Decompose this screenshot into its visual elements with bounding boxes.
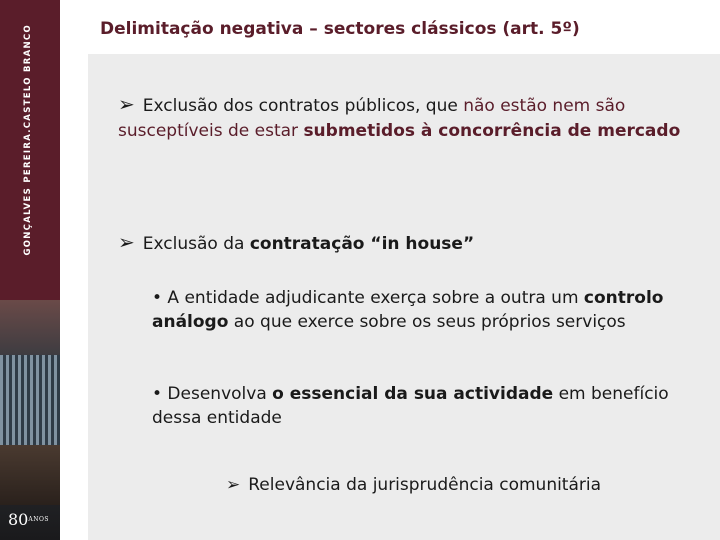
anniversary-word: ANOS [28, 516, 49, 523]
point-3-text: Relevância da jurisprudência comunitária [248, 475, 602, 495]
point-2-bold: contratação “in house” [249, 234, 475, 254]
slide-header [60, 0, 720, 54]
subpoint-1-lead: • A entidade adjudicante exerça sobre a outra um [152, 288, 584, 308]
brand-sidebar [0, 0, 60, 540]
point-public-contracts [118, 92, 698, 144]
arrow-bullet-icon: ➢ [226, 475, 241, 495]
subpoint-2-bold: o essencial da sua actividade [272, 384, 554, 404]
subpoint-1-tail: ao que exerce sobre os seus próprios serviços [228, 312, 626, 332]
point-1-accent: não estão nem são susceptíveis de estar [118, 96, 626, 141]
anniversary-logo [8, 512, 49, 528]
slide-title: Delimitação negativa – sectores clássicos (art. 5º) [100, 19, 580, 39]
building-glass-facade [0, 355, 60, 445]
building-lower-floor [0, 445, 60, 505]
point-2-lead: Exclusão da [142, 234, 250, 254]
content-panel [88, 54, 720, 540]
subpoint-essential-activity [152, 382, 672, 430]
subpoint-2-lead: • Desenvolva [152, 384, 273, 404]
point-in-house [118, 230, 698, 257]
subpoint-2-tail: em benefício dessa entidade [152, 384, 669, 428]
anniversary-number: 80 [8, 510, 29, 529]
arrow-bullet-icon: ➢ [118, 230, 135, 254]
building-photo [0, 300, 60, 540]
subpoint-1-bold: controlo análogo [152, 288, 664, 332]
point-1-bold: submetidos à concorrência de mercado [303, 121, 681, 141]
brand-name: GONÇALVES PEREIRA.CASTELO BRANCO [23, 24, 33, 256]
subpoint-analogous-control [152, 286, 672, 334]
point-1-lead: Exclusão dos contratos públicos, que [142, 96, 464, 116]
arrow-bullet-icon: ➢ [118, 92, 135, 116]
point-community-case-law [226, 473, 706, 497]
